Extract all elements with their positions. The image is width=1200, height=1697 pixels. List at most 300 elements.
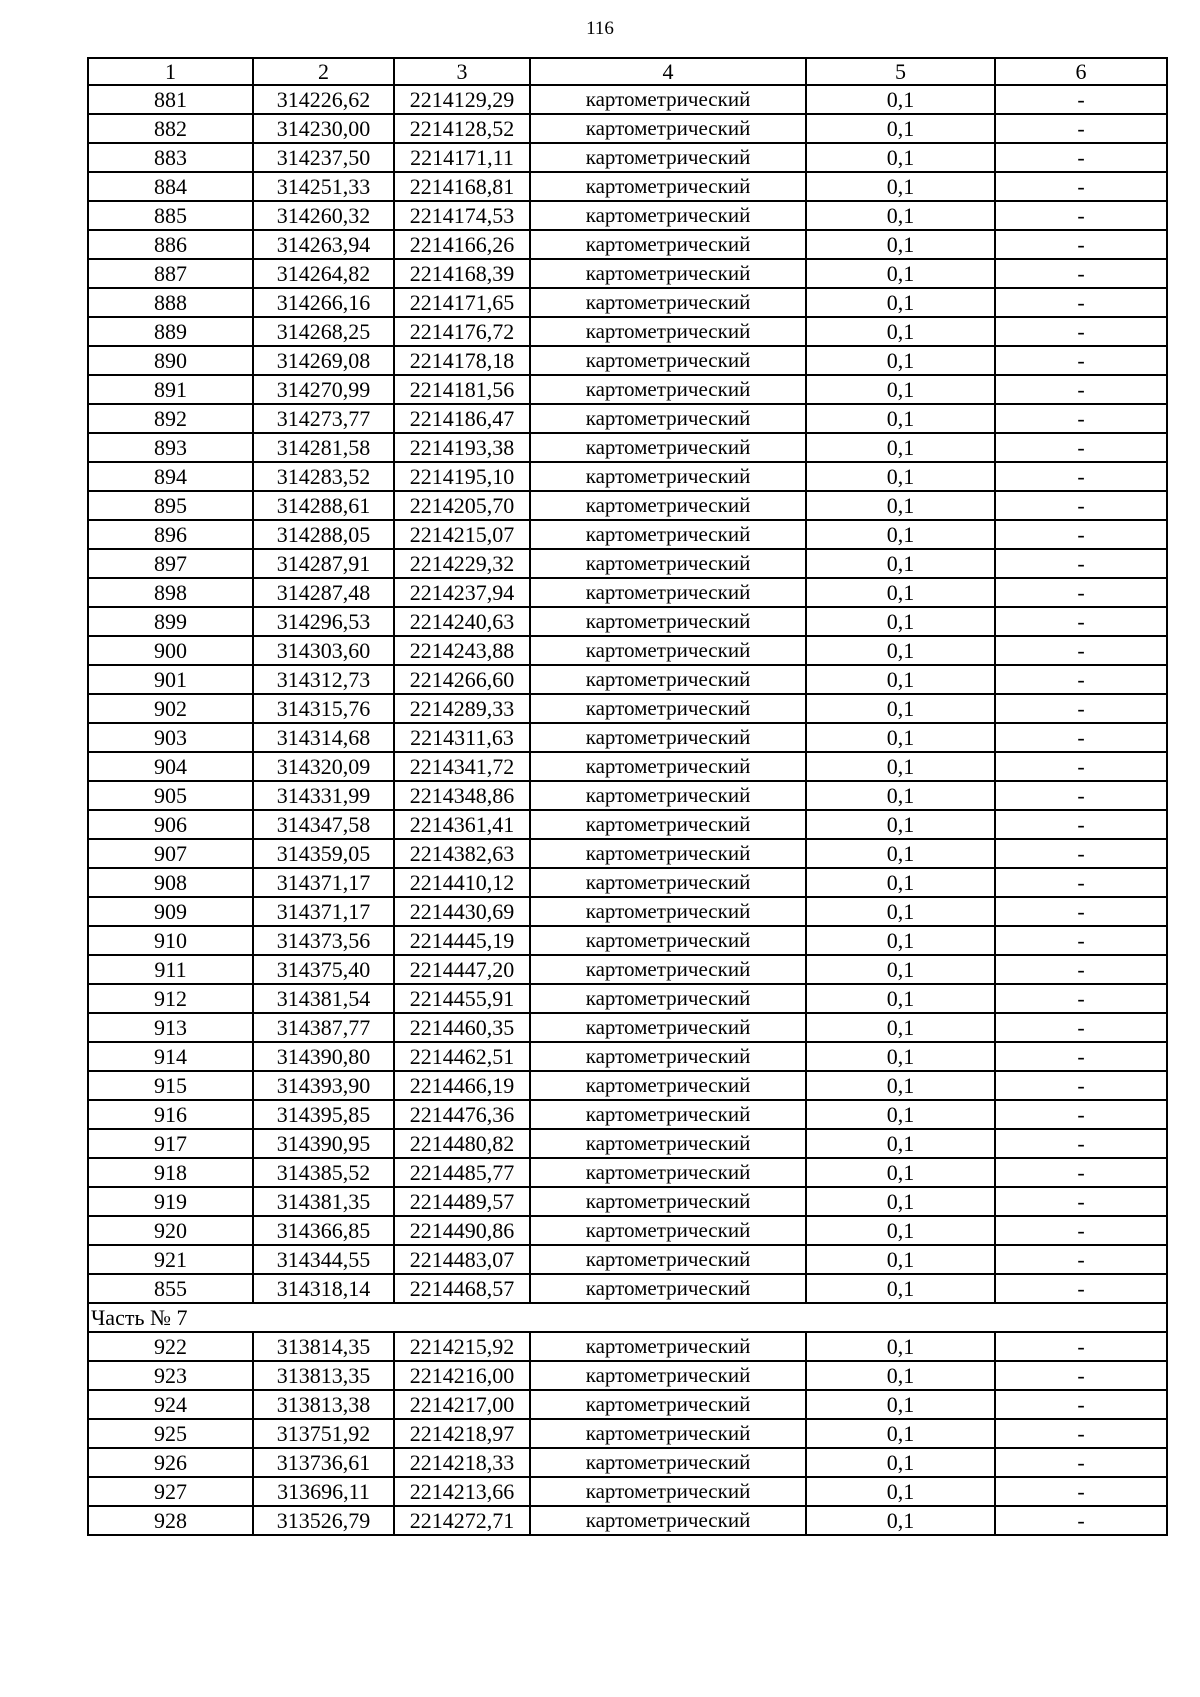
table-row: [88, 230, 1167, 259]
accuracy-cell: 0,1: [806, 1013, 995, 1042]
accuracy-cell: 0,1: [806, 607, 995, 636]
y-coordinate-cell: 2214476,36: [394, 1100, 530, 1129]
accuracy-cell: 0,1: [806, 375, 995, 404]
table-row: [88, 404, 1167, 433]
note-cell: -: [995, 230, 1167, 259]
table-row: [88, 259, 1167, 288]
table-row: [88, 462, 1167, 491]
note-cell: -: [995, 1332, 1167, 1361]
note-cell: -: [995, 636, 1167, 665]
accuracy-cell: 0,1: [806, 1332, 995, 1361]
method-cell: картометрический: [530, 665, 806, 694]
point-number-cell: 913: [88, 1013, 253, 1042]
method-cell: картометрический: [530, 259, 806, 288]
y-coordinate-cell: 2214174,53: [394, 201, 530, 230]
point-number-cell: 914: [88, 1042, 253, 1071]
y-coordinate-cell: 2214128,52: [394, 114, 530, 143]
note-cell: -: [995, 1274, 1167, 1303]
table-row: [88, 346, 1167, 375]
y-coordinate-cell: 2214266,60: [394, 665, 530, 694]
note-cell: -: [995, 723, 1167, 752]
x-coordinate-cell: 314390,95: [253, 1129, 394, 1158]
method-cell: картометрический: [530, 201, 806, 230]
accuracy-cell: 0,1: [806, 1274, 995, 1303]
y-coordinate-cell: 2214215,92: [394, 1332, 530, 1361]
x-coordinate-cell: 314373,56: [253, 926, 394, 955]
note-cell: -: [995, 1100, 1167, 1129]
table-row: [88, 1158, 1167, 1187]
note-cell: -: [995, 897, 1167, 926]
table-row: [88, 1274, 1167, 1303]
note-cell: -: [995, 172, 1167, 201]
note-cell: -: [995, 1158, 1167, 1187]
table-row: [88, 201, 1167, 230]
accuracy-cell: 0,1: [806, 955, 995, 984]
point-number-cell: 887: [88, 259, 253, 288]
y-coordinate-cell: 2214205,70: [394, 491, 530, 520]
table-row: [88, 665, 1167, 694]
accuracy-cell: 0,1: [806, 636, 995, 665]
x-coordinate-cell: 314375,40: [253, 955, 394, 984]
accuracy-cell: 0,1: [806, 984, 995, 1013]
method-cell: картометрический: [530, 172, 806, 201]
x-coordinate-cell: 314287,48: [253, 578, 394, 607]
table-row: [88, 1506, 1167, 1535]
note-cell: -: [995, 433, 1167, 462]
method-cell: картометрический: [530, 404, 806, 433]
accuracy-cell: 0,1: [806, 1158, 995, 1187]
method-cell: картометрический: [530, 1187, 806, 1216]
point-number-cell: 881: [88, 85, 253, 114]
x-coordinate-cell: 314312,73: [253, 665, 394, 694]
method-cell: картометрический: [530, 433, 806, 462]
table-header-row: [88, 58, 1167, 85]
point-number-cell: 926: [88, 1448, 253, 1477]
note-cell: -: [995, 317, 1167, 346]
table-row: [88, 1042, 1167, 1071]
point-number-cell: 891: [88, 375, 253, 404]
point-number-cell: 915: [88, 1071, 253, 1100]
table-row: [88, 317, 1167, 346]
note-cell: -: [995, 1448, 1167, 1477]
x-coordinate-cell: 314269,08: [253, 346, 394, 375]
y-coordinate-cell: 2214460,35: [394, 1013, 530, 1042]
x-coordinate-cell: 314237,50: [253, 143, 394, 172]
x-coordinate-cell: 314390,80: [253, 1042, 394, 1071]
x-coordinate-cell: 314266,16: [253, 288, 394, 317]
y-coordinate-cell: 2214462,51: [394, 1042, 530, 1071]
table-row: [88, 694, 1167, 723]
method-cell: картометрический: [530, 984, 806, 1013]
method-cell: картометрический: [530, 1390, 806, 1419]
x-coordinate-cell: 314387,77: [253, 1013, 394, 1042]
x-coordinate-cell: 314393,90: [253, 1071, 394, 1100]
method-cell: картометрический: [530, 926, 806, 955]
point-number-cell: 917: [88, 1129, 253, 1158]
accuracy-cell: 0,1: [806, 665, 995, 694]
accuracy-cell: 0,1: [806, 85, 995, 114]
x-coordinate-cell: 313736,61: [253, 1448, 394, 1477]
point-number-cell: 895: [88, 491, 253, 520]
x-coordinate-cell: 314273,77: [253, 404, 394, 433]
note-cell: -: [995, 85, 1167, 114]
note-cell: -: [995, 752, 1167, 781]
x-coordinate-cell: 314385,52: [253, 1158, 394, 1187]
method-cell: картометрический: [530, 520, 806, 549]
method-cell: картометрический: [530, 752, 806, 781]
accuracy-cell: 0,1: [806, 1477, 995, 1506]
column-header-1: 1: [88, 58, 253, 85]
x-coordinate-cell: 314251,33: [253, 172, 394, 201]
table-row: [88, 288, 1167, 317]
note-cell: -: [995, 781, 1167, 810]
note-cell: -: [995, 665, 1167, 694]
accuracy-cell: 0,1: [806, 694, 995, 723]
table-row: [88, 1332, 1167, 1361]
accuracy-cell: 0,1: [806, 288, 995, 317]
table-row: [88, 781, 1167, 810]
accuracy-cell: 0,1: [806, 433, 995, 462]
accuracy-cell: 0,1: [806, 752, 995, 781]
accuracy-cell: 0,1: [806, 259, 995, 288]
method-cell: картометрический: [530, 346, 806, 375]
table-row: [88, 1390, 1167, 1419]
y-coordinate-cell: 2214171,65: [394, 288, 530, 317]
accuracy-cell: 0,1: [806, 1361, 995, 1390]
method-cell: картометрический: [530, 1477, 806, 1506]
y-coordinate-cell: 2214455,91: [394, 984, 530, 1013]
y-coordinate-cell: 2214229,32: [394, 549, 530, 578]
accuracy-cell: 0,1: [806, 810, 995, 839]
y-coordinate-cell: 2214447,20: [394, 955, 530, 984]
note-cell: -: [995, 1187, 1167, 1216]
y-coordinate-cell: 2214382,63: [394, 839, 530, 868]
accuracy-cell: 0,1: [806, 491, 995, 520]
y-coordinate-cell: 2214410,12: [394, 868, 530, 897]
method-cell: картометрический: [530, 1158, 806, 1187]
point-number-cell: 924: [88, 1390, 253, 1419]
x-coordinate-cell: 314287,91: [253, 549, 394, 578]
table-row: [88, 1419, 1167, 1448]
y-coordinate-cell: 2214176,72: [394, 317, 530, 346]
method-cell: картометрический: [530, 549, 806, 578]
table-row: [88, 723, 1167, 752]
method-cell: картометрический: [530, 1274, 806, 1303]
table-row: [88, 433, 1167, 462]
note-cell: -: [995, 143, 1167, 172]
y-coordinate-cell: 2214171,11: [394, 143, 530, 172]
table-row: [88, 520, 1167, 549]
accuracy-cell: 0,1: [806, 926, 995, 955]
note-cell: -: [995, 578, 1167, 607]
x-coordinate-cell: 313813,35: [253, 1361, 394, 1390]
y-coordinate-cell: 2214489,57: [394, 1187, 530, 1216]
accuracy-cell: 0,1: [806, 1448, 995, 1477]
table-row: [88, 1129, 1167, 1158]
x-coordinate-cell: 314347,58: [253, 810, 394, 839]
x-coordinate-cell: 314303,60: [253, 636, 394, 665]
note-cell: -: [995, 1477, 1167, 1506]
accuracy-cell: 0,1: [806, 1100, 995, 1129]
point-number-cell: 925: [88, 1419, 253, 1448]
x-coordinate-cell: 313813,38: [253, 1390, 394, 1419]
point-number-cell: 890: [88, 346, 253, 375]
method-cell: картометрический: [530, 1419, 806, 1448]
x-coordinate-cell: 313814,35: [253, 1332, 394, 1361]
note-cell: -: [995, 955, 1167, 984]
x-coordinate-cell: 314281,58: [253, 433, 394, 462]
y-coordinate-cell: 2214348,86: [394, 781, 530, 810]
note-cell: -: [995, 694, 1167, 723]
x-coordinate-cell: 314226,62: [253, 85, 394, 114]
accuracy-cell: 0,1: [806, 781, 995, 810]
accuracy-cell: 0,1: [806, 723, 995, 752]
x-coordinate-cell: 314230,00: [253, 114, 394, 143]
table-row: [88, 1216, 1167, 1245]
point-number-cell: 882: [88, 114, 253, 143]
note-cell: -: [995, 1013, 1167, 1042]
accuracy-cell: 0,1: [806, 172, 995, 201]
note-cell: -: [995, 926, 1167, 955]
point-number-cell: 889: [88, 317, 253, 346]
method-cell: картометрический: [530, 897, 806, 926]
column-header-6: 6: [995, 58, 1167, 85]
point-number-cell: 918: [88, 1158, 253, 1187]
table-row: [88, 491, 1167, 520]
method-cell: картометрический: [530, 578, 806, 607]
accuracy-cell: 0,1: [806, 1187, 995, 1216]
note-cell: -: [995, 1042, 1167, 1071]
y-coordinate-cell: 2214186,47: [394, 404, 530, 433]
accuracy-cell: 0,1: [806, 230, 995, 259]
y-coordinate-cell: 2214178,18: [394, 346, 530, 375]
note-cell: -: [995, 1419, 1167, 1448]
method-cell: картометрический: [530, 1245, 806, 1274]
point-number-cell: 908: [88, 868, 253, 897]
table-body: [88, 58, 1167, 1535]
accuracy-cell: 0,1: [806, 1245, 995, 1274]
y-coordinate-cell: 2214361,41: [394, 810, 530, 839]
note-cell: -: [995, 839, 1167, 868]
accuracy-cell: 0,1: [806, 549, 995, 578]
table-row: [88, 810, 1167, 839]
table-row: [88, 636, 1167, 665]
note-cell: -: [995, 1506, 1167, 1535]
y-coordinate-cell: 2214215,07: [394, 520, 530, 549]
note-cell: -: [995, 607, 1167, 636]
y-coordinate-cell: 2214483,07: [394, 1245, 530, 1274]
note-cell: -: [995, 1361, 1167, 1390]
note-cell: -: [995, 810, 1167, 839]
y-coordinate-cell: 2214218,97: [394, 1419, 530, 1448]
method-cell: картометрический: [530, 723, 806, 752]
y-coordinate-cell: 2214195,10: [394, 462, 530, 491]
y-coordinate-cell: 2214217,00: [394, 1390, 530, 1419]
x-coordinate-cell: 314381,35: [253, 1187, 394, 1216]
accuracy-cell: 0,1: [806, 346, 995, 375]
accuracy-cell: 0,1: [806, 114, 995, 143]
y-coordinate-cell: 2214168,81: [394, 172, 530, 201]
x-coordinate-cell: 314359,05: [253, 839, 394, 868]
y-coordinate-cell: 2214311,63: [394, 723, 530, 752]
point-number-cell: 916: [88, 1100, 253, 1129]
accuracy-cell: 0,1: [806, 868, 995, 897]
x-coordinate-cell: 314318,14: [253, 1274, 394, 1303]
x-coordinate-cell: 313751,92: [253, 1419, 394, 1448]
note-cell: -: [995, 984, 1167, 1013]
note-cell: -: [995, 201, 1167, 230]
point-number-cell: 923: [88, 1361, 253, 1390]
note-cell: -: [995, 549, 1167, 578]
method-cell: картометрический: [530, 810, 806, 839]
point-number-cell: 901: [88, 665, 253, 694]
point-number-cell: 921: [88, 1245, 253, 1274]
y-coordinate-cell: 2214181,56: [394, 375, 530, 404]
column-header-4: 4: [530, 58, 806, 85]
accuracy-cell: 0,1: [806, 317, 995, 346]
y-coordinate-cell: 2214341,72: [394, 752, 530, 781]
table-row: [88, 85, 1167, 114]
point-number-cell: 902: [88, 694, 253, 723]
note-cell: -: [995, 1071, 1167, 1100]
note-cell: -: [995, 259, 1167, 288]
note-cell: -: [995, 520, 1167, 549]
table-row: [88, 114, 1167, 143]
table-row: [88, 1245, 1167, 1274]
x-coordinate-cell: 314395,85: [253, 1100, 394, 1129]
page-number: 116: [586, 18, 614, 39]
point-number-cell: 912: [88, 984, 253, 1013]
y-coordinate-cell: 2214168,39: [394, 259, 530, 288]
y-coordinate-cell: 2214193,38: [394, 433, 530, 462]
method-cell: картометрический: [530, 1216, 806, 1245]
x-coordinate-cell: 314331,99: [253, 781, 394, 810]
y-coordinate-cell: 2214213,66: [394, 1477, 530, 1506]
table-row: [88, 1013, 1167, 1042]
accuracy-cell: 0,1: [806, 1216, 995, 1245]
x-coordinate-cell: 314371,17: [253, 897, 394, 926]
x-coordinate-cell: 314371,17: [253, 868, 394, 897]
method-cell: картометрический: [530, 491, 806, 520]
y-coordinate-cell: 2214289,33: [394, 694, 530, 723]
table-row: [88, 549, 1167, 578]
method-cell: картометрический: [530, 288, 806, 317]
method-cell: картометрический: [530, 114, 806, 143]
y-coordinate-cell: 2214216,00: [394, 1361, 530, 1390]
accuracy-cell: 0,1: [806, 1129, 995, 1158]
method-cell: картометрический: [530, 839, 806, 868]
y-coordinate-cell: 2214243,88: [394, 636, 530, 665]
point-number-cell: 920: [88, 1216, 253, 1245]
note-cell: -: [995, 346, 1167, 375]
method-cell: картометрический: [530, 955, 806, 984]
table-row: [88, 752, 1167, 781]
point-number-cell: 896: [88, 520, 253, 549]
method-cell: картометрический: [530, 462, 806, 491]
table-row: [88, 955, 1167, 984]
y-coordinate-cell: 2214430,69: [394, 897, 530, 926]
x-coordinate-cell: 314263,94: [253, 230, 394, 259]
accuracy-cell: 0,1: [806, 1042, 995, 1071]
accuracy-cell: 0,1: [806, 201, 995, 230]
x-coordinate-cell: 314260,32: [253, 201, 394, 230]
method-cell: картометрический: [530, 1448, 806, 1477]
y-coordinate-cell: 2214466,19: [394, 1071, 530, 1100]
table-row: [88, 375, 1167, 404]
x-coordinate-cell: 314344,55: [253, 1245, 394, 1274]
accuracy-cell: 0,1: [806, 1071, 995, 1100]
point-number-cell: 922: [88, 1332, 253, 1361]
accuracy-cell: 0,1: [806, 1419, 995, 1448]
accuracy-cell: 0,1: [806, 404, 995, 433]
x-coordinate-cell: 314296,53: [253, 607, 394, 636]
point-number-cell: 886: [88, 230, 253, 259]
method-cell: картометрический: [530, 1071, 806, 1100]
y-coordinate-cell: 2214468,57: [394, 1274, 530, 1303]
point-number-cell: 892: [88, 404, 253, 433]
column-header-5: 5: [806, 58, 995, 85]
point-number-cell: 897: [88, 549, 253, 578]
table-row: [88, 578, 1167, 607]
column-header-3: 3: [394, 58, 530, 85]
column-header-2: 2: [253, 58, 394, 85]
table-row: [88, 143, 1167, 172]
note-cell: -: [995, 868, 1167, 897]
section-label: Часть № 7: [88, 1303, 1167, 1332]
method-cell: картометрический: [530, 375, 806, 404]
accuracy-cell: 0,1: [806, 578, 995, 607]
table-row: [88, 984, 1167, 1013]
table-row: [88, 1477, 1167, 1506]
y-coordinate-cell: 2214490,86: [394, 1216, 530, 1245]
x-coordinate-cell: 314314,68: [253, 723, 394, 752]
method-cell: картометрический: [530, 85, 806, 114]
point-number-cell: 919: [88, 1187, 253, 1216]
y-coordinate-cell: 2214129,29: [394, 85, 530, 114]
y-coordinate-cell: 2214480,82: [394, 1129, 530, 1158]
x-coordinate-cell: 314264,82: [253, 259, 394, 288]
y-coordinate-cell: 2214166,26: [394, 230, 530, 259]
table-row: [88, 897, 1167, 926]
table-row: [88, 1448, 1167, 1477]
method-cell: картометрический: [530, 1361, 806, 1390]
point-number-cell: 885: [88, 201, 253, 230]
table-row: [88, 868, 1167, 897]
point-number-cell: 905: [88, 781, 253, 810]
method-cell: картометрический: [530, 1506, 806, 1535]
accuracy-cell: 0,1: [806, 839, 995, 868]
x-coordinate-cell: 314288,05: [253, 520, 394, 549]
point-number-cell: 903: [88, 723, 253, 752]
point-number-cell: 883: [88, 143, 253, 172]
x-coordinate-cell: 314366,85: [253, 1216, 394, 1245]
method-cell: картометрический: [530, 230, 806, 259]
x-coordinate-cell: 314268,25: [253, 317, 394, 346]
method-cell: картометрический: [530, 636, 806, 665]
point-number-cell: 911: [88, 955, 253, 984]
note-cell: -: [995, 1245, 1167, 1274]
x-coordinate-cell: 314315,76: [253, 694, 394, 723]
note-cell: -: [995, 375, 1167, 404]
x-coordinate-cell: 314283,52: [253, 462, 394, 491]
accuracy-cell: 0,1: [806, 143, 995, 172]
point-number-cell: 910: [88, 926, 253, 955]
x-coordinate-cell: 314381,54: [253, 984, 394, 1013]
accuracy-cell: 0,1: [806, 462, 995, 491]
note-cell: -: [995, 1216, 1167, 1245]
point-number-cell: 927: [88, 1477, 253, 1506]
point-number-cell: 907: [88, 839, 253, 868]
